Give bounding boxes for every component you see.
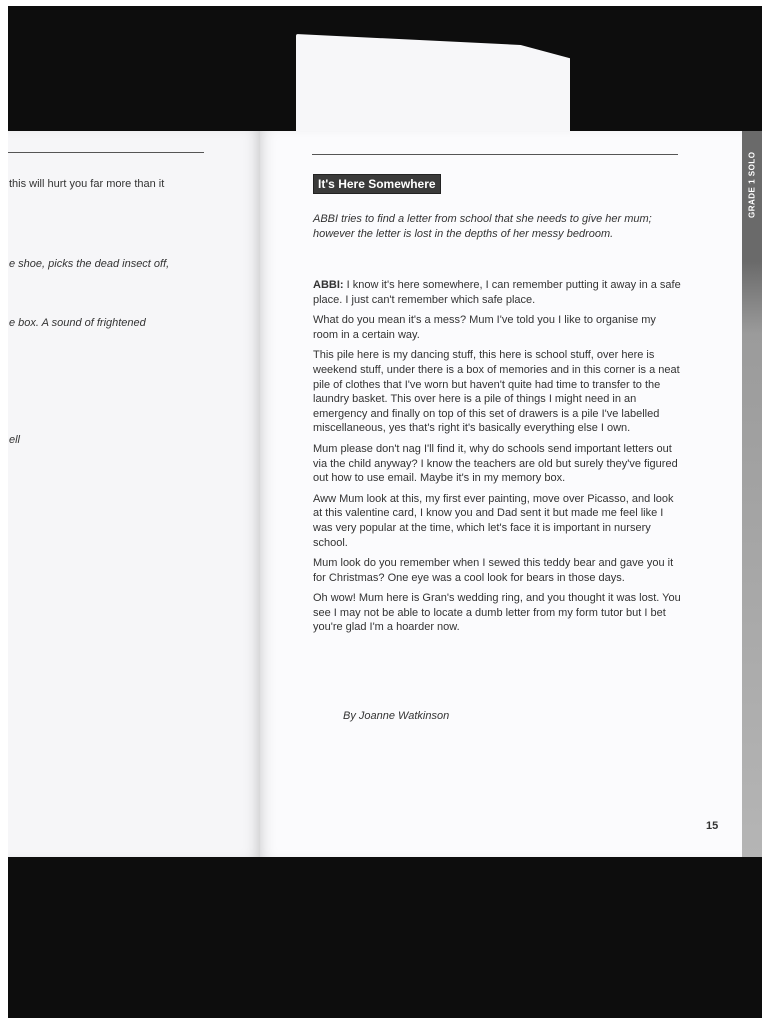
left-page-line-3: e box. A sound of frightened xyxy=(9,317,146,329)
left-page-line-2: e shoe, picks the dead insect off, xyxy=(9,258,170,270)
author-byline: By Joanne Watkinson xyxy=(343,710,450,722)
left-page-line-4: ell xyxy=(9,434,21,446)
monologue-paragraph-2: What do you mean it's a mess? Mum I've told you I like to organise my room in a certain way. xyxy=(313,314,656,341)
monologue-paragraph-6: Mum look do you remember when I sewed this teddy bear and gave you it for Christmas? One eye was a cool look for bears in those days. xyxy=(313,557,674,584)
monologue-paragraph-5: Aww Mum look at this, my first ever painting, move over Picasso, and look at this valentine card, I know you and Dad sent it but made me feel like I was very popular at the time, which let's face it is important in nursery school. xyxy=(313,492,674,549)
side-tab-label: GRADE 1 SOLO xyxy=(747,151,757,219)
monologue-paragraph-1 xyxy=(313,278,681,307)
side-tab-strip xyxy=(742,131,762,857)
loose-paper-sheet xyxy=(296,34,570,144)
monologue-paragraph-7: Oh wow! Mum here is Gran's wedding ring, and you thought it was lost. You see I may not be able to locate a dumb letter from my form tutor but I bet you're glad I'm a hoarder now. xyxy=(313,592,681,634)
left-page xyxy=(8,131,260,857)
speaker-name: ABBI: xyxy=(313,279,344,291)
right-page-rule xyxy=(312,154,678,155)
monologue-paragraph-3: This pile here is my dancing stuff, this here is school stuff, over here is weekend stuff, under there is a box of memories and in this corner is a neat pile of clothes that I've worn but haven't quite had time to transfer to the laundry basket. This over here is a pile of things I might need in an emergency and finally on top of this set of drawers is a pile I've labelled miscellaneous, yes that's right it's basically everything else I own. xyxy=(313,349,680,435)
left-page-rule xyxy=(8,152,204,153)
monologue-paragraph-1-text: I know it's here somewhere, I can remember putting it away in a safe place. I just can't remember which safe place. xyxy=(313,279,681,306)
intro-text: ABBI tries to find a letter from school that she needs to give her mum; however the letter is lost in the depths of her messy bedroom. xyxy=(313,213,652,240)
left-page-line-1: this will hurt you far more than it xyxy=(9,178,165,190)
piece-title: It's Here Somewhere xyxy=(313,174,441,194)
monologue-paragraph-4: Mum please don't nag I'll find it, why do schools send important letters out via the child anyway? I know the teachers are old but surely they've figured out how to use email. Maybe it's in my memory box. xyxy=(313,442,678,485)
monologue-body xyxy=(313,278,681,641)
page-number: 15 xyxy=(706,820,719,832)
